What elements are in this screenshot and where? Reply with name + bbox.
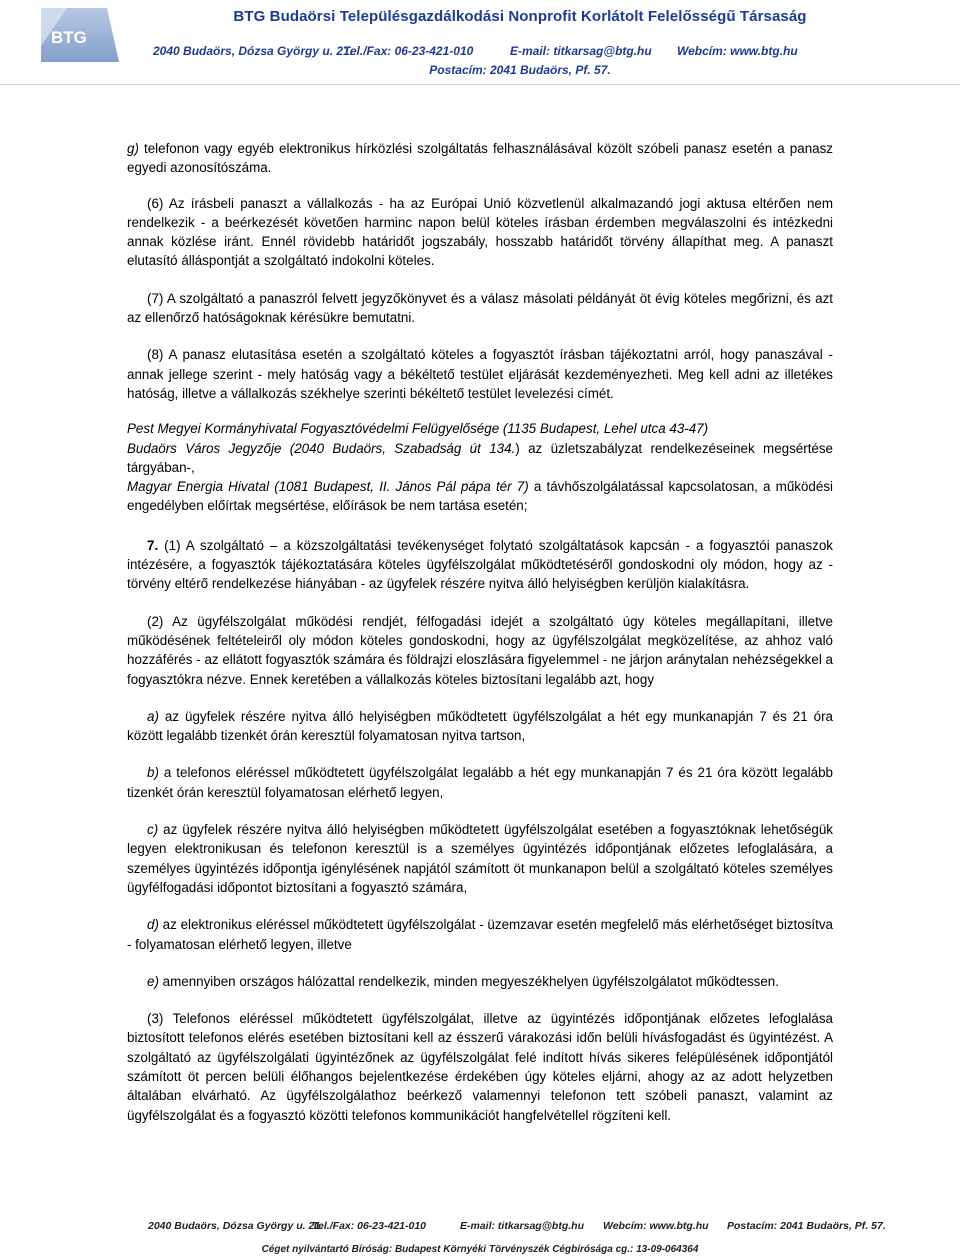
footer-email[interactable]: E-mail: titkarsag@btg.hu (460, 1220, 585, 1232)
item-c: c) az ügyfelek részére nyitva álló helyiségben működtetett ügyfélszolgálat esetében a fogyasztóknak lehetőségük legyen elektronikusan és telefonon keresztül is a személyes ügyintézés időpontjának előzetes lefoglalására, a személyes ügyintézés időpontja igénylésének napjától számított öt munkanapon belül a szolgáltató köteles személyes ügyfélfogadási időpontot biztosítani a fogyasztó számára, (127, 822, 833, 895)
page-footer (0, 1220, 960, 1257)
section-7-2: (2) Az ügyfélszolgálat működési rendjét, félfogadási idejét a szolgáltató úgy köteles megállapítani, illetve működésének feltételeiről oly módon köteles gondoskodni, hogy az ügyfélszolgálat megközelítése, az ahhoz való hozzáférés - az ellátott fogyasztók számára és földrajzi eloszlására figyelemmel - ne járjon aránytalan nehézségekkel a fogyasztókra nézve. Ennek keretében a vállalkozás köteles biztosítani legalább azt, hogy (127, 613, 833, 687)
paragraph-8: (8) A panasz elutasítása esetén a szolgáltató köteles a fogyasztót írásban tájékoztatni arról, hogy panaszával - annak jellege szerint - mely hatóság vagy a békéltető testület eljárását kezdeményezheti. Meg kell adni az illetékes hatóság, illetve a vállalkozás székhelye szerinti békéltető testület levelezési címét. (127, 347, 833, 401)
header-address: 2040 Budaörs, Dózsa György u. 21. (153, 44, 354, 58)
footer-address: 2040 Budaörs, Dózsa György u. 21. (148, 1220, 324, 1232)
item-e: e) amennyiben országos hálózattal rendelkezik, minden megyeszékhelyen ügyfélszolgálatot működtessen. (147, 973, 779, 989)
header-web[interactable]: Webcím: www.btg.hu (677, 44, 798, 58)
logo-text: BTG (51, 28, 87, 47)
header-divider (0, 84, 960, 85)
footer-registry: Céget nyilvántartó Bíróság: Budapest Környéki Törvényszék Cégbírósága cg.: 13-09-064364 (261, 1244, 699, 1255)
btg-logo (37, 6, 123, 64)
header-post: Postacím: 2041 Budaörs, Pf. 57. (429, 63, 611, 77)
document-body (127, 139, 833, 1125)
item-b: b) a telefonos eléréssel működtetett ügyfélszolgálat legalább a hét egy munkanapján 7 és 21 óra között legalább tizenkét órán keresztül folyamatosan elérhető legyen, (127, 765, 833, 800)
section-7-3: (3) Telefonos eléréssel működtetett ügyfélszolgálat, illetve az ügyintézés időpontjának előzetes lefoglalása biztosított telefonos elérés esetében biztosítani kell az ésszerű várakozási időn belüli hívásfogadást és ügyintézést. A szolgáltató az ügyfélszolgálati ügyintézőnek az ügyfélszolgálat felé indított hívás sikeres felépülésének időpontjától számított öt percen belüli élőhangos bejelentkezése érdekében úgy köteles eljárni, ahogy az az adott helyzetben általában elvárható. Az ügyfélszolgálathoz beérkező valamennyi telefonon tett szóbeli panaszt, valamint az ügyfélszolgálat és a fogyasztó közötti telefonos kommunikációt hangfelvétellel rögzíteni kell. (127, 1011, 833, 1123)
footer-phone: Tel./Fax: 06-23-421-010 (312, 1220, 427, 1232)
authority-3: Magyar Energia Hivatal (1081 Budapest, II. János Pál pápa tér 7) a távhőszolgálatással kapcsolatosan, a működési engedélyben előírtak megsértése, előírások be nem tartása esetén; (127, 479, 833, 514)
header-phone: Tel./Fax: 06-23-421-010 (343, 44, 474, 58)
header-email[interactable]: E-mail: titkarsag@btg.hu (510, 44, 652, 58)
item-d: d) az elektronikus eléréssel működtetett ügyfélszolgálat - üzemzavar esetén megfelelő más elérhetőséget biztosítva - folyamatosan elérhető legyen, illetve (127, 917, 833, 952)
paragraph-g: g) telefonon vagy egyéb elektronikus hírközlési szolgáltatás felhasználásával közölt szóbeli panasz esetén a panasz egyedi azonosítószáma. (127, 141, 833, 176)
section-7-1: 7. (1) A szolgáltató – a közszolgáltatási tevékenységet folytató szolgáltatások kapcsán - a fogyasztói panaszok intézésére, a fogyasztók tájékoztatására köteles ügyfélszolgálat működtetéséről gondoskodni oly módon, hogy az - törvény eltérő rendelkezése hiányában - az ügyfelek részére nyitva álló helyiségben kerüljön kialakításra. (127, 537, 833, 592)
authority-1: Pest Megyei Kormányhivatal Fogyasztóvédelmi Felügyelősége (1135 Budapest, Lehel utca 43-47) (127, 421, 709, 437)
letterhead (0, 0, 960, 90)
paragraph-6: (6) Az írásbeli panaszt a vállalkozás - ha az Európai Unió közvetlenül alkalmazandó jogi aktusa eltérően nem rendelkezik - a beérkezését követően harminc napon belül köteles írásban érdemben megválaszolni és intézkedni annak közlése iránt. Ennél rövidebb határidőt jogszabály, hosszabb határidőt törvény állapíthat meg. A panaszt elutasító álláspontját a szolgáltató indokolni köteles. (127, 195, 833, 269)
item-a: a) az ügyfelek részére nyitva álló helyiségben működtetett ügyfélszolgálat a hét egy munkanapján 7 és 21 óra között legalább tizenkét órán keresztül folyamatosan nyitva tartson, (127, 708, 833, 744)
footer-post: Postacím: 2041 Budaörs, Pf. 57. (727, 1220, 886, 1232)
paragraph-7: (7) A szolgáltató a panaszról felvett jegyzőkönyvet és a válasz másolati példányát öt évig köteles megőrizni, és azt az ellenőrző hatóságoknak kérésükre bemutatni. (127, 290, 833, 326)
company-name: BTG Budaörsi Településgazdálkodási Nonprofit Korlátolt Felelősségű Társaság (233, 8, 807, 25)
footer-web[interactable]: Webcím: www.btg.hu (603, 1220, 709, 1232)
authority-2: Budaörs Város Jegyzője (2040 Budaörs, Szabadság út 134.) az üzletszabályzat rendelkezéseinek megsértése tárgyában-, (127, 440, 834, 475)
